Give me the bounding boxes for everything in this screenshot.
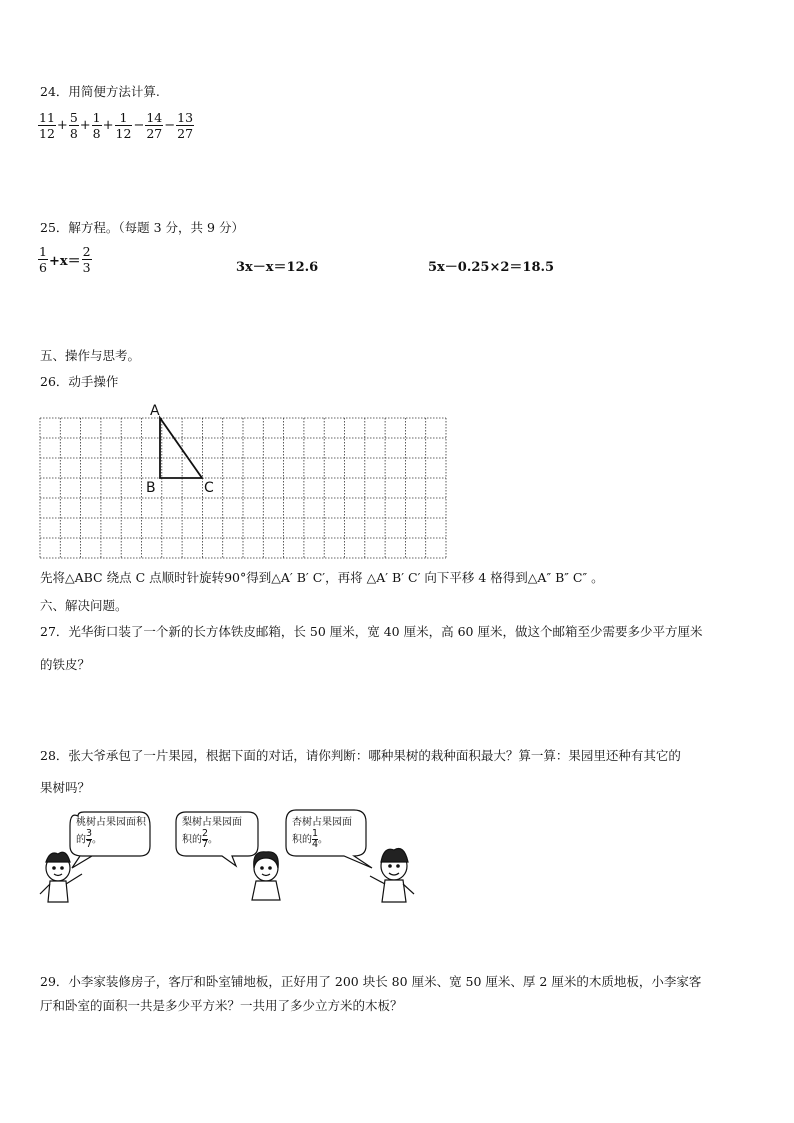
q29-line-1: 29．小李家装修房子，客厅和卧室铺地板，正好用了 200 块长 80 厘米、宽 50 厘米、厚 2 厘米的木质地板，小李家客: [40, 974, 702, 989]
fraction: $\frac{1}{8}$: [92, 110, 101, 141]
q25-equation-3: 5x－0.25×2＝18.5: [428, 260, 555, 275]
operator: −: [164, 118, 176, 133]
q25-equation-1: $\frac{1}{6}$ +x＝ $\frac{2}{3}$: [39, 244, 91, 275]
label-b: B: [146, 480, 156, 496]
fraction: $\frac{11}{12}$: [39, 110, 55, 141]
bubble-3-text: 杏树占果园面 积的 $\frac{1}{4}$ 。: [292, 817, 352, 850]
label-c: C: [204, 480, 214, 496]
girl-figure-middle: [252, 852, 280, 900]
bubble-1-text: 桃树占果园面积 的 $\frac{3}{7}$ 。: [76, 817, 146, 850]
fraction: $\frac{5}{8}$: [69, 110, 78, 141]
q25-equation-2: 3x－x＝12.6: [236, 260, 319, 275]
q28-line-1: 28．张大爷承包了一片果园，根据下面的对话，请你判断：哪种果树的栽种面积最大？算一算：果园里还种有其它的: [40, 748, 681, 763]
q24-title: 24．用简便方法计算.: [40, 84, 160, 99]
bubble-2-text: 梨树占果园面 积的 $\frac{2}{7}$ 。: [182, 817, 242, 850]
fraction: $\frac{2}{3}$: [82, 244, 91, 275]
q28-line-2: 果树吗？: [40, 780, 91, 795]
operator: −: [133, 118, 145, 133]
boy-figure-right: [370, 849, 414, 903]
q25-title: 25．解方程。（每题 3 分，共 9 分）: [40, 220, 244, 235]
q26-title: 26．动手操作: [40, 374, 119, 389]
section-5-heading: 五、操作与思考。: [40, 348, 141, 363]
q26-instruction: 先将△ABC 绕点 C 点顺时针旋转90°得到△A′ B′ C′，再将 △A′ B′ C′ 向下平移 4 格得到△A″ B″ C″ 。: [40, 570, 604, 585]
operator: +: [102, 118, 114, 133]
operator: +: [79, 118, 91, 133]
section-6-heading: 六、解决问题。: [40, 598, 128, 613]
label-a: A: [150, 403, 160, 419]
operator: +: [56, 118, 68, 133]
q27-line-2: 的铁皮？: [40, 657, 91, 672]
fraction: $\frac{13}{27}$: [177, 110, 194, 141]
fraction: $\frac{1}{6}$: [39, 244, 47, 275]
q27-line-1: 27．光华街口装了一个新的长方体铁皮邮箱，长 50 厘米，宽 40 厘米，高 60 厘米，做这个邮箱至少需要多少平方厘米: [40, 624, 703, 639]
fraction: $\frac{14}{27}$: [146, 110, 163, 141]
q29-line-2: 厅和卧室的面积一共是多少平方米？一共用了多少立方米的木板？: [40, 998, 403, 1013]
fraction: $\frac{1}{12}$: [115, 110, 132, 141]
boy-figure-left: [40, 852, 82, 902]
